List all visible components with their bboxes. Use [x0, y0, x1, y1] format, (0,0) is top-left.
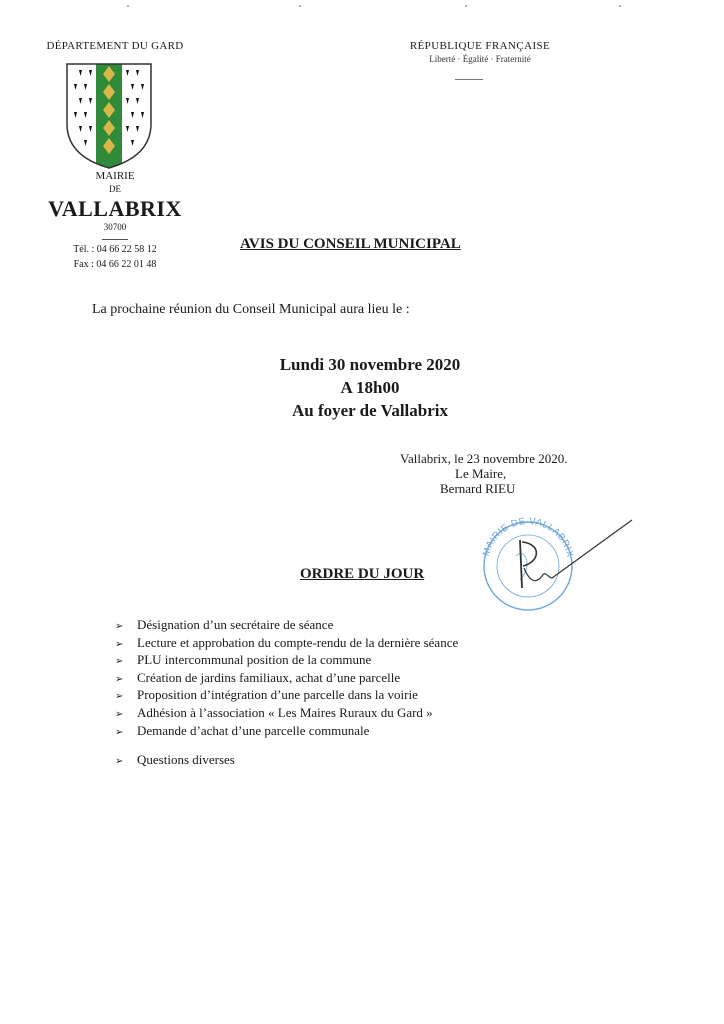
arrow-bullet-icon: ➢ [115, 691, 124, 703]
phone-number: Tél. : 04 66 22 58 12 [73, 244, 157, 255]
arrow-bullet-icon: ➢ [115, 756, 124, 767]
list-item [115, 704, 458, 722]
agenda-item-text: Questions diverses [137, 752, 235, 767]
signature-name: Bernard RIEU [440, 481, 516, 496]
arrow-bullet-icon: ➢ [115, 673, 124, 685]
agenda-item-text: PLU intercommunal position de la commune [137, 652, 372, 668]
republic-label: RÉPUBLIQUE FRANÇAISE [409, 40, 551, 52]
municipal-coat-of-arms [65, 62, 153, 170]
agenda-heading: ORDRE DU JOUR [300, 566, 425, 582]
agenda-item-text: Création de jardins familiaux, achat d’une parcelle [137, 669, 401, 685]
postal-code: 30700 [103, 222, 127, 232]
agenda-item-text: Désignation d’un secrétaire de séance [137, 617, 334, 632]
fax-number: Fax : 04 66 22 01 48 [73, 259, 157, 270]
list-item [115, 669, 458, 687]
arrow-bullet-icon: ➢ [115, 726, 124, 738]
commune-name: VALLABRIX [48, 196, 182, 221]
meeting-time: A 18h00 [340, 378, 400, 397]
meeting-date: Lundi 30 novembre 2020 [279, 355, 461, 374]
arrow-bullet-icon: ➢ [115, 638, 124, 650]
agenda-item-text: Adhésion à l’association « Les Maires Ruraux du Gard » [137, 704, 433, 720]
department-label: DÉPARTEMENT DU GARD [46, 40, 184, 52]
svg-text:MAIRIE DE VALLABRIX: MAIRIE DE VALLABRIX [480, 515, 576, 559]
divider [455, 79, 483, 80]
mairie-stamp-and-signature [480, 512, 640, 612]
list-item [115, 616, 458, 634]
signature-place-date: Vallabrix, le 23 novembre 2020. [400, 451, 568, 466]
mairie-label: MAIRIE [95, 170, 135, 182]
republic-motto: Liberté · Égalité · Fraternité [429, 54, 531, 64]
arrow-bullet-icon: ➢ [115, 621, 124, 632]
agenda-item-text: Demande d’achat d’une parcelle communale [137, 722, 370, 738]
list-item [115, 686, 458, 704]
mairie-de-label: DE [109, 184, 121, 194]
list-item [115, 722, 458, 740]
signature-role: Le Maire, [455, 466, 507, 481]
notice-intro: La prochaine réunion du Conseil Municipal aura lieu le : [92, 302, 410, 317]
agenda-item-text: Proposition d’intégration d’une parcelle dans la voirie [137, 687, 418, 703]
scan-edge-dots [0, 4, 724, 8]
arrow-bullet-icon: ➢ [115, 708, 124, 720]
list-item [115, 651, 458, 669]
arrow-bullet-icon: ➢ [115, 656, 124, 668]
agenda-item-text: Lecture et approbation du compte-rendu de la dernière séance [137, 634, 459, 650]
agenda-misc-item [115, 752, 235, 768]
meeting-place: Au foyer de Vallabrix [291, 401, 448, 420]
agenda-list [115, 616, 458, 739]
divider [102, 239, 128, 240]
list-item [115, 634, 458, 652]
notice-title: AVIS DU CONSEIL MUNICIPAL [240, 236, 461, 252]
